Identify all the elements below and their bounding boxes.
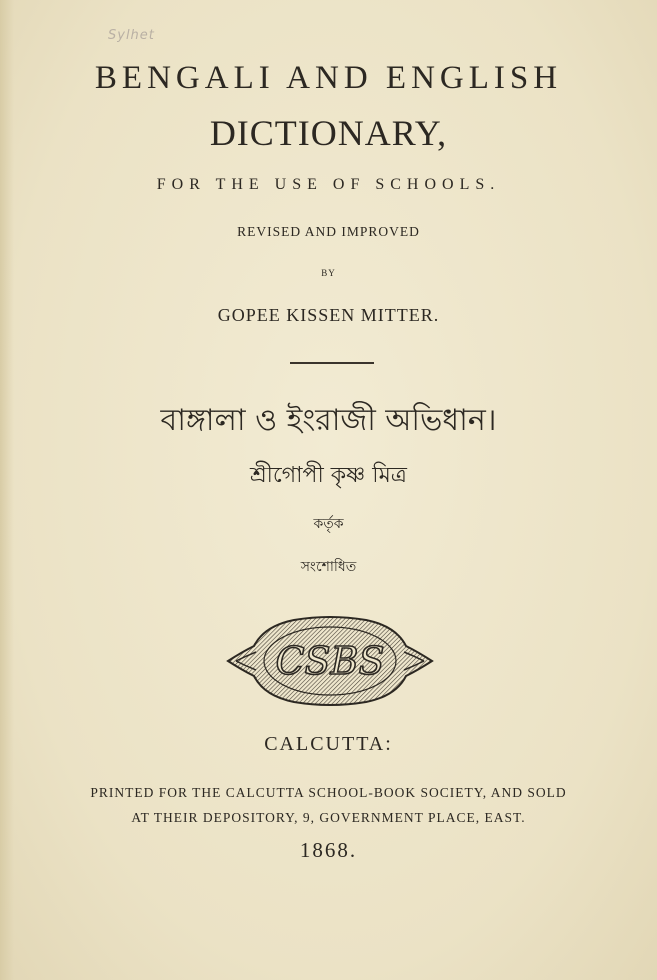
subtitle: FOR THE USE OF SCHOOLS. (156, 176, 501, 193)
publication-year: 1868. (299, 838, 358, 862)
bengali-by: কর্তৃক (313, 516, 344, 532)
handwritten-note: Sylhet (108, 28, 155, 43)
society-emblem-icon (224, 612, 436, 710)
title-line-1: BENGALI AND ENGLISH (94, 60, 563, 96)
bengali-title: বাঙ্গালা ও ইংরাজী অভিধান। (160, 403, 497, 438)
printer-line-2: AT THEIR DEPOSITORY, 9, GOVERNMENT PLACE, EAST. (131, 810, 526, 825)
bengali-revised: সংশোধিত (300, 559, 357, 575)
title-line-2: DICTIONARY, (209, 113, 448, 153)
revised-note: REVISED AND IMPROVED (237, 224, 420, 239)
bengali-author: শ্রীগোপী কৃষ্ণ মিত্র (250, 463, 407, 488)
divider-rule (290, 362, 374, 364)
by-label: BY (321, 268, 336, 278)
emblem-monogram: CSBS (275, 639, 385, 683)
author-name: GOPEE KISSEN MITTER. (217, 305, 440, 325)
printer-line-1: PRINTED FOR THE CALCUTTA SCHOOL-BOOK SOCIETY, AND SOLD (90, 785, 567, 800)
city: CALCUTTA: (264, 733, 393, 755)
